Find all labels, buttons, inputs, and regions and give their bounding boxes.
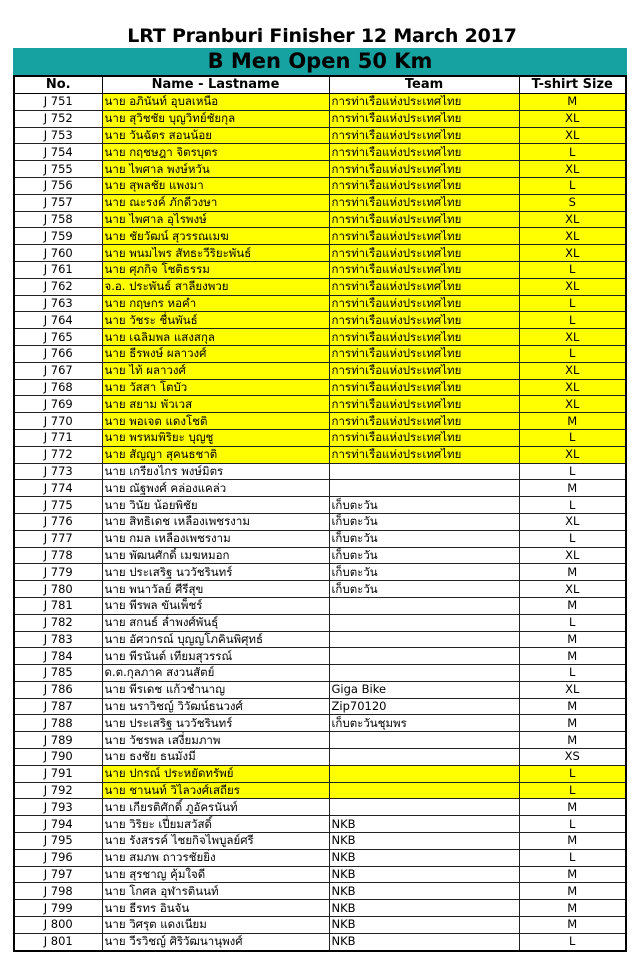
tshirt-size-cell: L	[519, 177, 626, 194]
name-cell: นาย วัสสา โตบัว	[102, 379, 329, 396]
bib-number-cell: J 766	[14, 345, 102, 362]
name-cell: นาย อภินันท์ อุบลเหนือ	[102, 94, 329, 111]
name-cell: นาย สัญญา สุคนธชาติ	[102, 446, 329, 463]
name-cell: นาย ธงชัย ธนมั่งมี	[102, 749, 329, 766]
team-cell: การท่าเรือแห่งประเทศไทย	[329, 261, 519, 278]
table-row	[14, 513, 626, 530]
name-cell: นาย ชานนท์ วิไลวงศ์เสถียร	[102, 782, 329, 799]
team-cell: NKB	[329, 917, 519, 934]
bib-number-cell: J 755	[14, 161, 102, 178]
tshirt-size-cell: L	[519, 295, 626, 312]
table-row	[14, 463, 626, 480]
bib-number-cell: J 759	[14, 228, 102, 245]
bib-number-cell: J 791	[14, 765, 102, 782]
name-cell: นาย ธีรพงษ์ ผลาวงศ์	[102, 345, 329, 362]
team-cell: การท่าเรือแห่งประเทศไทย	[329, 345, 519, 362]
bib-number-cell: J 786	[14, 681, 102, 698]
bib-number-cell: J 797	[14, 866, 102, 883]
team-cell: การท่าเรือแห่งประเทศไทย	[329, 446, 519, 463]
header-team: Team	[329, 76, 519, 94]
name-cell: นาย พีรนันต์ เทียมสุวรรณ์	[102, 648, 329, 665]
tshirt-size-cell: M	[519, 732, 626, 749]
team-cell: เก็บตะวันชุมพร	[329, 715, 519, 732]
finisher-table	[13, 75, 627, 952]
team-cell: การท่าเรือแห่งประเทศไทย	[329, 329, 519, 346]
name-cell: นาย ณะรงค์ ภักดีวงษา	[102, 194, 329, 211]
team-cell: การท่าเรือแห่งประเทศไทย	[329, 211, 519, 228]
tshirt-size-cell: L	[519, 849, 626, 866]
table-row	[14, 715, 626, 732]
header-no: No.	[14, 76, 102, 94]
team-cell: การท่าเรือแห่งประเทศไทย	[329, 110, 519, 127]
tshirt-size-cell: L	[519, 261, 626, 278]
team-cell: การท่าเรือแห่งประเทศไทย	[329, 94, 519, 111]
team-cell: การท่าเรือแห่งประเทศไทย	[329, 228, 519, 245]
tshirt-size-cell: XL	[519, 379, 626, 396]
bib-number-cell: J 754	[14, 144, 102, 161]
bib-number-cell: J 795	[14, 833, 102, 850]
table-row	[14, 681, 626, 698]
team-cell: การท่าเรือแห่งประเทศไทย	[329, 144, 519, 161]
tshirt-size-cell: XL	[519, 278, 626, 295]
name-cell: นาย วีรวิชญ์ ศิริวัฒนานุพงศ์	[102, 933, 329, 950]
name-cell: นาย พนมไพร สัทธะวีริยะพันธ์	[102, 245, 329, 262]
table-row	[14, 917, 626, 934]
table-row	[14, 379, 626, 396]
document-title: LRT Pranburi Finisher 12 March 2017	[127, 25, 517, 47]
bib-number-cell: J 762	[14, 278, 102, 295]
bib-number-cell: J 793	[14, 799, 102, 816]
name-cell: นาย สกนธ์ ล่ำพงศ์พันธุ์	[102, 614, 329, 631]
table-row	[14, 665, 626, 682]
team-cell: NKB	[329, 816, 519, 833]
bib-number-cell: J 758	[14, 211, 102, 228]
name-cell: นาย สุวิชชัย บุญวิทย์ชัยกุล	[102, 110, 329, 127]
team-cell: การท่าเรือแห่งประเทศไทย	[329, 177, 519, 194]
bib-number-cell: J 770	[14, 413, 102, 430]
bib-number-cell: J 776	[14, 513, 102, 530]
table-row	[14, 497, 626, 514]
name-cell: นาย เกียรติศักดิ์ ภูอัครนันท์	[102, 799, 329, 816]
name-cell: นาย ธีรทร อินจัน	[102, 900, 329, 917]
tshirt-size-cell: M	[519, 413, 626, 430]
header-name: Name - Lastname	[102, 76, 329, 94]
tshirt-size-cell: L	[519, 429, 626, 446]
table-row	[14, 194, 626, 211]
name-cell: นาย ศุภกิจ โชติธรรม	[102, 261, 329, 278]
tshirt-size-cell: M	[519, 631, 626, 648]
name-cell: นาย วันฉัตร สอนน้อย	[102, 127, 329, 144]
bib-number-cell: J 784	[14, 648, 102, 665]
bib-number-cell: J 765	[14, 329, 102, 346]
table-row	[14, 177, 626, 194]
bib-number-cell: J 790	[14, 749, 102, 766]
table-row	[14, 211, 626, 228]
team-cell	[329, 732, 519, 749]
tshirt-size-cell: L	[519, 765, 626, 782]
bib-number-cell: J 800	[14, 917, 102, 934]
name-cell: นาย พีรเดช แก้วชำนาญ	[102, 681, 329, 698]
tshirt-size-cell: M	[519, 480, 626, 497]
table-row	[14, 345, 626, 362]
name-cell: นาย กฤษกร หอคำ	[102, 295, 329, 312]
bib-number-cell: J 756	[14, 177, 102, 194]
bib-number-cell: J 783	[14, 631, 102, 648]
tshirt-size-cell: M	[519, 597, 626, 614]
table-body	[14, 94, 626, 951]
tshirt-size-cell: XL	[519, 446, 626, 463]
table-row	[14, 295, 626, 312]
name-cell: นาย ไพศาล อุไรพงษ์	[102, 211, 329, 228]
name-cell: นาย รังสรรค์ ไชยกิจไพบูลย์ศรี	[102, 833, 329, 850]
tshirt-size-cell: M	[519, 564, 626, 581]
team-cell	[329, 765, 519, 782]
name-cell: นาย ประเสริฐ นววัชรินทร์	[102, 715, 329, 732]
tshirt-size-cell: XL	[519, 211, 626, 228]
team-cell: NKB	[329, 900, 519, 917]
table-row	[14, 698, 626, 715]
team-cell	[329, 749, 519, 766]
tshirt-size-cell: L	[519, 497, 626, 514]
name-cell: นาย กฤชษฎา จิตรบุตร	[102, 144, 329, 161]
team-cell: การท่าเรือแห่งประเทศไทย	[329, 127, 519, 144]
team-cell: NKB	[329, 833, 519, 850]
team-cell: การท่าเรือแห่งประเทศไทย	[329, 396, 519, 413]
tshirt-size-cell: XL	[519, 228, 626, 245]
tshirt-size-cell: XL	[519, 581, 626, 598]
team-cell	[329, 665, 519, 682]
bib-number-cell: J 767	[14, 362, 102, 379]
name-cell: นาย วินัย น้อยพิชัย	[102, 497, 329, 514]
table-row	[14, 648, 626, 665]
tshirt-size-cell: XL	[519, 127, 626, 144]
name-cell: นาย วัชระ ชื่นพันธ์	[102, 312, 329, 329]
bib-number-cell: J 781	[14, 597, 102, 614]
bib-number-cell: J 774	[14, 480, 102, 497]
name-cell: นาย นราวิชญ์ วิวัฒน์ธนวงศ์	[102, 698, 329, 715]
bib-number-cell: J 772	[14, 446, 102, 463]
team-cell: NKB	[329, 866, 519, 883]
bib-number-cell: J 753	[14, 127, 102, 144]
table-row	[14, 94, 626, 111]
name-cell: นาย พนาวัลย์ ศีรีสุข	[102, 581, 329, 598]
table-row	[14, 396, 626, 413]
team-cell: เก็บตะวัน	[329, 530, 519, 547]
bib-number-cell: J 779	[14, 564, 102, 581]
name-cell: นาย ปกรณ์ ประหยัดทรัพย์	[102, 765, 329, 782]
team-cell: การท่าเรือแห่งประเทศไทย	[329, 278, 519, 295]
table-row	[14, 110, 626, 127]
table-row	[14, 900, 626, 917]
tshirt-size-cell: M	[519, 698, 626, 715]
name-cell: นาย สมภพ ถาวรชัยยิ่ง	[102, 849, 329, 866]
table-row	[14, 228, 626, 245]
bib-number-cell: J 801	[14, 933, 102, 950]
table-row	[14, 597, 626, 614]
name-cell: นาย พรหมพิริยะ บุญชู	[102, 429, 329, 446]
tshirt-size-cell: M	[519, 900, 626, 917]
table-row	[14, 564, 626, 581]
team-cell: Giga Bike	[329, 681, 519, 698]
name-cell: นาย กมล เหลืองเพชรงาม	[102, 530, 329, 547]
name-cell: นาย เฉลิมพล แสงสกุล	[102, 329, 329, 346]
tshirt-size-cell: M	[519, 799, 626, 816]
team-cell	[329, 480, 519, 497]
team-cell	[329, 782, 519, 799]
bib-number-cell: J 769	[14, 396, 102, 413]
name-cell: นาย วิริยะ เปี่ยมสวัสดิ์	[102, 816, 329, 833]
team-cell	[329, 614, 519, 631]
tshirt-size-cell: M	[519, 917, 626, 934]
team-cell: เก็บตะวัน	[329, 513, 519, 530]
team-cell	[329, 648, 519, 665]
table-row	[14, 782, 626, 799]
tshirt-size-cell: M	[519, 833, 626, 850]
table-row	[14, 749, 626, 766]
bib-number-cell: J 773	[14, 463, 102, 480]
team-cell: การท่าเรือแห่งประเทศไทย	[329, 295, 519, 312]
tshirt-size-cell: M	[519, 94, 626, 111]
tshirt-size-cell: XL	[519, 110, 626, 127]
table-row	[14, 849, 626, 866]
team-cell: การท่าเรือแห่งประเทศไทย	[329, 194, 519, 211]
bib-number-cell: J 796	[14, 849, 102, 866]
team-cell	[329, 631, 519, 648]
team-cell: การท่าเรือแห่งประเทศไทย	[329, 429, 519, 446]
tshirt-size-cell: M	[519, 866, 626, 883]
team-cell: การท่าเรือแห่งประเทศไทย	[329, 379, 519, 396]
name-cell: นาย สยาม พัวเวส	[102, 396, 329, 413]
team-cell: NKB	[329, 883, 519, 900]
tshirt-size-cell: M	[519, 648, 626, 665]
team-cell: การท่าเรือแห่งประเทศไทย	[329, 161, 519, 178]
table-row	[14, 614, 626, 631]
table-row	[14, 530, 626, 547]
bib-number-cell: J 757	[14, 194, 102, 211]
tshirt-size-cell: XL	[519, 396, 626, 413]
team-cell: เก็บตะวัน	[329, 564, 519, 581]
name-cell: จ.อ. ประพันธ์ สาลียงพวย	[102, 278, 329, 295]
bib-number-cell: J 751	[14, 94, 102, 111]
table-row	[14, 883, 626, 900]
table-row	[14, 547, 626, 564]
bib-number-cell: J 799	[14, 900, 102, 917]
table-row	[14, 816, 626, 833]
bib-number-cell: J 752	[14, 110, 102, 127]
name-cell: นาย ชัยวัฒน์ สุวรรณเมฆ	[102, 228, 329, 245]
team-cell: เก็บตะวัน	[329, 581, 519, 598]
tshirt-size-cell: M	[519, 715, 626, 732]
table-row	[14, 429, 626, 446]
table-row	[14, 161, 626, 178]
name-cell: นาย สุรชาญ คุ้มใจดี	[102, 866, 329, 883]
table-row	[14, 312, 626, 329]
tshirt-size-cell: M	[519, 883, 626, 900]
team-cell	[329, 597, 519, 614]
bib-number-cell: J 763	[14, 295, 102, 312]
table-row	[14, 362, 626, 379]
table-row	[14, 446, 626, 463]
header-tshirt-size: T-shirt Size	[519, 76, 626, 94]
tshirt-size-cell: XL	[519, 329, 626, 346]
bib-number-cell: J 775	[14, 497, 102, 514]
bib-number-cell: J 798	[14, 883, 102, 900]
tshirt-size-cell: L	[519, 816, 626, 833]
tshirt-size-cell: L	[519, 463, 626, 480]
tshirt-size-cell: L	[519, 312, 626, 329]
bib-number-cell: J 794	[14, 816, 102, 833]
team-cell: การท่าเรือแห่งประเทศไทย	[329, 245, 519, 262]
bib-number-cell: J 764	[14, 312, 102, 329]
table-row	[14, 127, 626, 144]
team-cell: เก็บตะวัน	[329, 547, 519, 564]
name-cell: นาย ประเสริฐ นววัชรินทร์	[102, 564, 329, 581]
team-cell: NKB	[329, 849, 519, 866]
tshirt-size-cell: XL	[519, 161, 626, 178]
name-cell: นาย ไท้ ผลาวงศ์	[102, 362, 329, 379]
tshirt-size-cell: S	[519, 194, 626, 211]
tshirt-size-cell: XL	[519, 547, 626, 564]
category-banner: B Men Open 50 Km	[13, 48, 627, 75]
name-cell: นาย อัศวกรณ์ บุญญโภคินพิศุทธ์	[102, 631, 329, 648]
name-cell: นาย ไพศาล พงษ์หวัน	[102, 161, 329, 178]
team-cell: การท่าเรือแห่งประเทศไทย	[329, 413, 519, 430]
table-row	[14, 144, 626, 161]
table-row	[14, 261, 626, 278]
tshirt-size-cell: XL	[519, 362, 626, 379]
tshirt-size-cell: XL	[519, 681, 626, 698]
name-cell: นาย พัฒนศักดิ์ เมฆหมอก	[102, 547, 329, 564]
team-cell: เก็บตะวัน	[329, 497, 519, 514]
bib-number-cell: J 771	[14, 429, 102, 446]
bib-number-cell: J 778	[14, 547, 102, 564]
team-cell: การท่าเรือแห่งประเทศไทย	[329, 312, 519, 329]
name-cell: นาย วัชรพล เสงี่ยมภาพ	[102, 732, 329, 749]
tshirt-size-cell: L	[519, 144, 626, 161]
tshirt-size-cell: L	[519, 530, 626, 547]
table-row	[14, 799, 626, 816]
tshirt-size-cell: L	[519, 782, 626, 799]
tshirt-size-cell: XS	[519, 749, 626, 766]
bib-number-cell: J 787	[14, 698, 102, 715]
tshirt-size-cell: L	[519, 614, 626, 631]
table-row	[14, 480, 626, 497]
table-row	[14, 329, 626, 346]
bib-number-cell: J 792	[14, 782, 102, 799]
name-cell: นาย พีรพล ขันเพ็ชร์	[102, 597, 329, 614]
table-row	[14, 765, 626, 782]
table-row	[14, 833, 626, 850]
bib-number-cell: J 785	[14, 665, 102, 682]
table-row	[14, 866, 626, 883]
name-cell: ด.ต.กุลภาค สงวนสัตย์	[102, 665, 329, 682]
table-row	[14, 413, 626, 430]
tshirt-size-cell: L	[519, 345, 626, 362]
name-cell: นาย สุพลชัย แพงมา	[102, 177, 329, 194]
bib-number-cell: J 760	[14, 245, 102, 262]
name-cell: นาย ณัฐพงศ์ คล่องแคล่ว	[102, 480, 329, 497]
table-row	[14, 732, 626, 749]
team-cell: NKB	[329, 933, 519, 950]
table-row	[14, 278, 626, 295]
table-row	[14, 581, 626, 598]
name-cell: นาย โกศล อุฬารตินนท์	[102, 883, 329, 900]
bib-number-cell: J 789	[14, 732, 102, 749]
team-cell: การท่าเรือแห่งประเทศไทย	[329, 362, 519, 379]
bib-number-cell: J 768	[14, 379, 102, 396]
table-row	[14, 245, 626, 262]
team-cell: Zip70120	[329, 698, 519, 715]
team-cell	[329, 799, 519, 816]
bib-number-cell: J 782	[14, 614, 102, 631]
name-cell: นาย พอเจต แดงโชติ	[102, 413, 329, 430]
table-row	[14, 631, 626, 648]
table-row	[14, 933, 626, 950]
name-cell: นาย เกรียงไกร พงษ์มิตร	[102, 463, 329, 480]
bib-number-cell: J 780	[14, 581, 102, 598]
tshirt-size-cell: XL	[519, 513, 626, 530]
team-cell	[329, 463, 519, 480]
bib-number-cell: J 777	[14, 530, 102, 547]
table-header-row	[14, 76, 626, 94]
bib-number-cell: J 788	[14, 715, 102, 732]
bib-number-cell: J 761	[14, 261, 102, 278]
tshirt-size-cell: XL	[519, 245, 626, 262]
tshirt-size-cell: L	[519, 933, 626, 950]
name-cell: นาย วิศรุต แดงเนียม	[102, 917, 329, 934]
name-cell: นาย สิทธิเดช เหลืองเพชรงาม	[102, 513, 329, 530]
tshirt-size-cell: L	[519, 665, 626, 682]
